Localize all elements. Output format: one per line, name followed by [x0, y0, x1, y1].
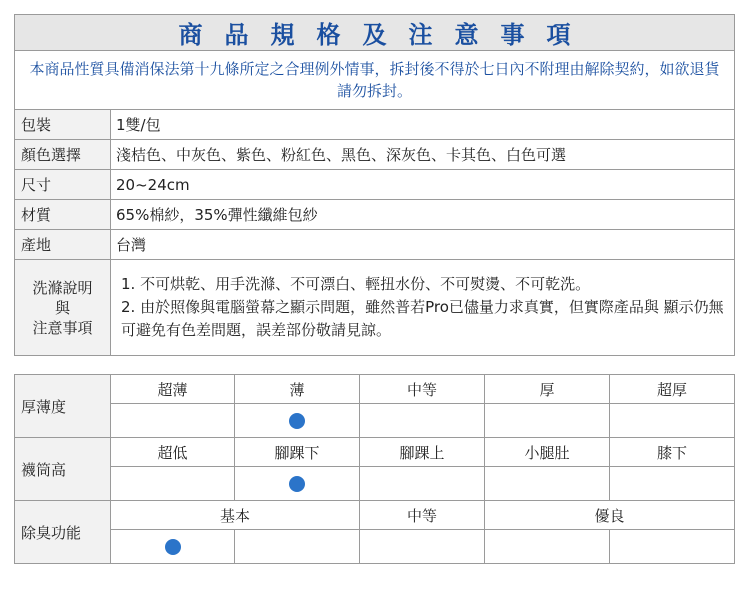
height-header-row [15, 438, 735, 467]
spec-table [14, 14, 735, 375]
rating-table [14, 374, 735, 564]
spec-value: 淺桔色、中灰色、紫色、粉紅色、黑色、深灰色、卡其色、白色可選 [111, 140, 735, 170]
deodorant-marker-row [15, 530, 735, 564]
spec-row-care [15, 260, 735, 356]
height-option: 腳踝下 [235, 438, 360, 467]
deodorant-option: 基本 [111, 501, 360, 530]
care-label [15, 260, 111, 356]
thickness-option: 厚 [485, 375, 610, 404]
section-divider [15, 356, 735, 375]
deodorant-option: 優良 [485, 501, 735, 530]
page-title: 商品規格及注意事項 [15, 15, 735, 51]
spec-label: 顏色選擇 [15, 140, 111, 170]
thickness-marker-row [15, 404, 735, 438]
spec-label: 包裝 [15, 110, 111, 140]
spec-row-material [15, 200, 735, 230]
selected-marker [165, 539, 181, 555]
spec-value: 65%棉紗，35%彈性纖維包紗 [111, 200, 735, 230]
deodorant-marker-cell-2 [610, 530, 735, 564]
spec-row-colors [15, 140, 735, 170]
thickness-option: 超厚 [610, 375, 735, 404]
spec-value: 20~24cm [111, 170, 735, 200]
spec-label: 產地 [15, 230, 111, 260]
height-option: 腳踝上 [360, 438, 485, 467]
spec-value: 台灣 [111, 230, 735, 260]
care-item: 2. 由於照像與電腦螢幕之顯示問題，雖然普若Pro已儘量力求真實，但實際產品與 顯示仍無可避免有色差問題，誤差部份敬請見諒。 [121, 298, 724, 339]
care-label-line: 與 [54, 298, 70, 317]
thickness-header-row [15, 375, 735, 404]
spec-sheet [14, 14, 734, 564]
thickness-label: 厚薄度 [15, 375, 111, 438]
thickness-option: 薄 [235, 375, 360, 404]
care-item: 1. 不可烘乾、用手洗滌、不可漂白、輕扭水份、不可熨燙、不可乾洗。 [121, 275, 591, 293]
height-marker-row [15, 467, 735, 501]
spec-label: 材質 [15, 200, 111, 230]
spec-label: 尺寸 [15, 170, 111, 200]
height-label: 襪筒高 [15, 438, 111, 501]
height-option: 超低 [111, 438, 235, 467]
deodorant-label: 除臭功能 [15, 501, 111, 564]
spec-row-size [15, 170, 735, 200]
spec-row-origin [15, 230, 735, 260]
spec-row-packaging [15, 110, 735, 140]
care-label-line: 注意事項 [32, 318, 93, 337]
deodorant-marker-cell-1 [360, 530, 485, 564]
spec-value: 1雙/包 [111, 110, 735, 140]
deodorant-marker-cell-0 [111, 530, 235, 564]
height-option: 小腿肚 [485, 438, 610, 467]
return-notice: 本商品性質具備消保法第十九條所定之合理例外情事，拆封後不得於七日內不附理由解除契約，如欲退貨請勿拆封。 [15, 51, 735, 110]
deodorant-option: 中等 [360, 501, 485, 530]
height-option: 膝下 [610, 438, 735, 467]
selected-marker [289, 476, 305, 492]
care-instructions [111, 260, 735, 356]
selected-marker [289, 413, 305, 429]
care-label-line: 洗滌說明 [32, 278, 93, 297]
deodorant-header-row [15, 501, 735, 530]
thickness-option: 超薄 [111, 375, 235, 404]
thickness-option: 中等 [360, 375, 485, 404]
